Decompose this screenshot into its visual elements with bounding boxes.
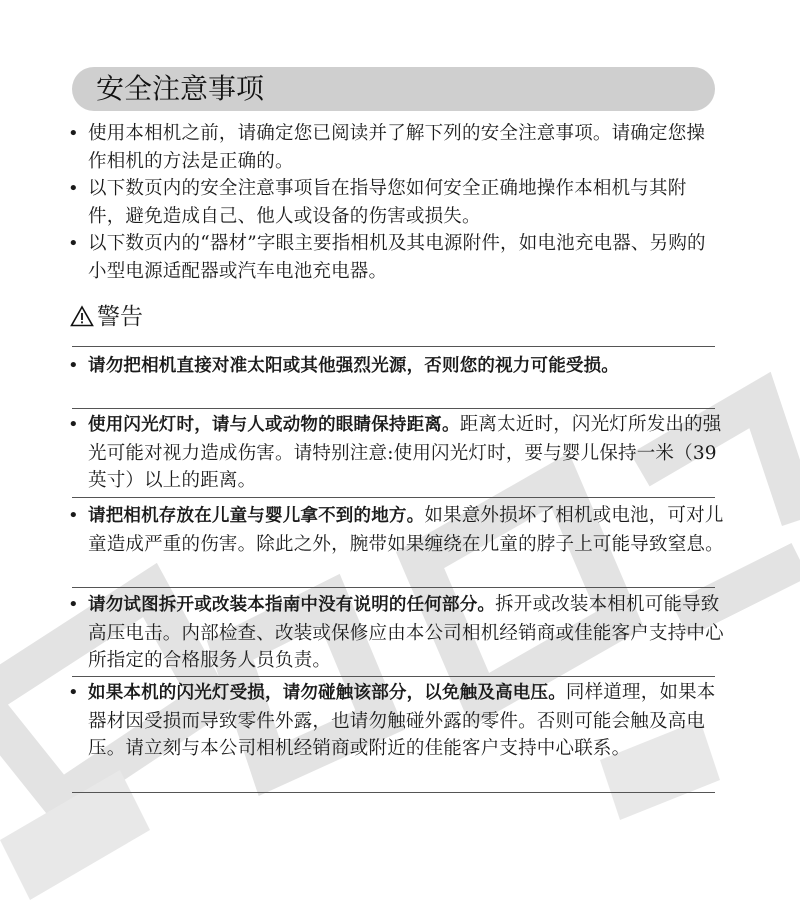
list-item: • 以下数页内的安全注意事项旨在指导您如何安全正确地操作本相机与其附件，避免造成自己、他人或设备的伤害或损失。 xyxy=(68,175,708,230)
warning-triangle-icon xyxy=(70,305,94,327)
divider xyxy=(72,676,715,677)
bullet-icon: • xyxy=(68,123,79,144)
divider xyxy=(72,346,715,347)
bullet-icon: • xyxy=(68,355,79,376)
section-title-bar xyxy=(72,67,715,111)
bullet-icon: • xyxy=(68,178,79,199)
divider xyxy=(72,408,715,409)
bullet-icon: • xyxy=(68,682,79,703)
bullet-icon: • xyxy=(68,594,79,615)
warning-heading xyxy=(70,300,143,334)
warning-item: • 请勿把相机直接对准太阳或其他强烈光源，否则您的视力可能受损。 xyxy=(68,352,728,381)
page-title: 安全注意事项 xyxy=(96,72,265,105)
list-item: • 以下数页内的“器材”字眼主要指相机及其电源附件，如电池充电器、另购的小型电源适配器或汽车电池充电器。 xyxy=(68,230,708,285)
divider xyxy=(72,792,715,793)
warning-item: • 请勿试图拆开或改装本指南中没有说明的任何部分。拆开或改装本相机可能导致高压电击。内部检查、改装或保修应由本公司相机经销商或佳能客户支持中心所指定的合格服务人员负责。 xyxy=(68,591,728,675)
warning-item: • 使用闪光灯时，请与人或动物的眼睛保持距离。距离太近时，闪光灯所发出的强光可能对视力造成伤害。请特别注意:使用闪光灯时，要与婴儿保持一米（39英寸）以上的距离。 xyxy=(68,411,728,495)
warning-item: • 请把相机存放在儿童与婴儿拿不到的地方。如果意外损坏了相机或电池，可对儿童造成严重的伤害。除此之外，腕带如果缠绕在儿童的脖子上可能导致窒息。 xyxy=(68,502,728,558)
bullet-icon: • xyxy=(68,505,79,526)
bullet-icon: • xyxy=(68,233,79,254)
warning-heading-text: 警告 xyxy=(97,304,143,330)
warning-item: • 如果本机的闪光灯受损，请勿碰触该部分，以免触及高电压。同样道理，如果本器材因受损而导致零件外露，也请勿触碰外露的零件。否则可能会触及高电压。请立刻与本公司相机经销商或附近的佳能客户支持中心联系。 xyxy=(68,679,728,763)
bullet-icon: • xyxy=(68,414,79,435)
list-item: • 使用本相机之前，请确定您已阅读并了解下列的安全注意事项。请确定您操作相机的方法是正确的。 xyxy=(68,120,708,175)
divider xyxy=(72,587,715,588)
intro-list xyxy=(68,120,708,285)
divider xyxy=(72,497,715,498)
